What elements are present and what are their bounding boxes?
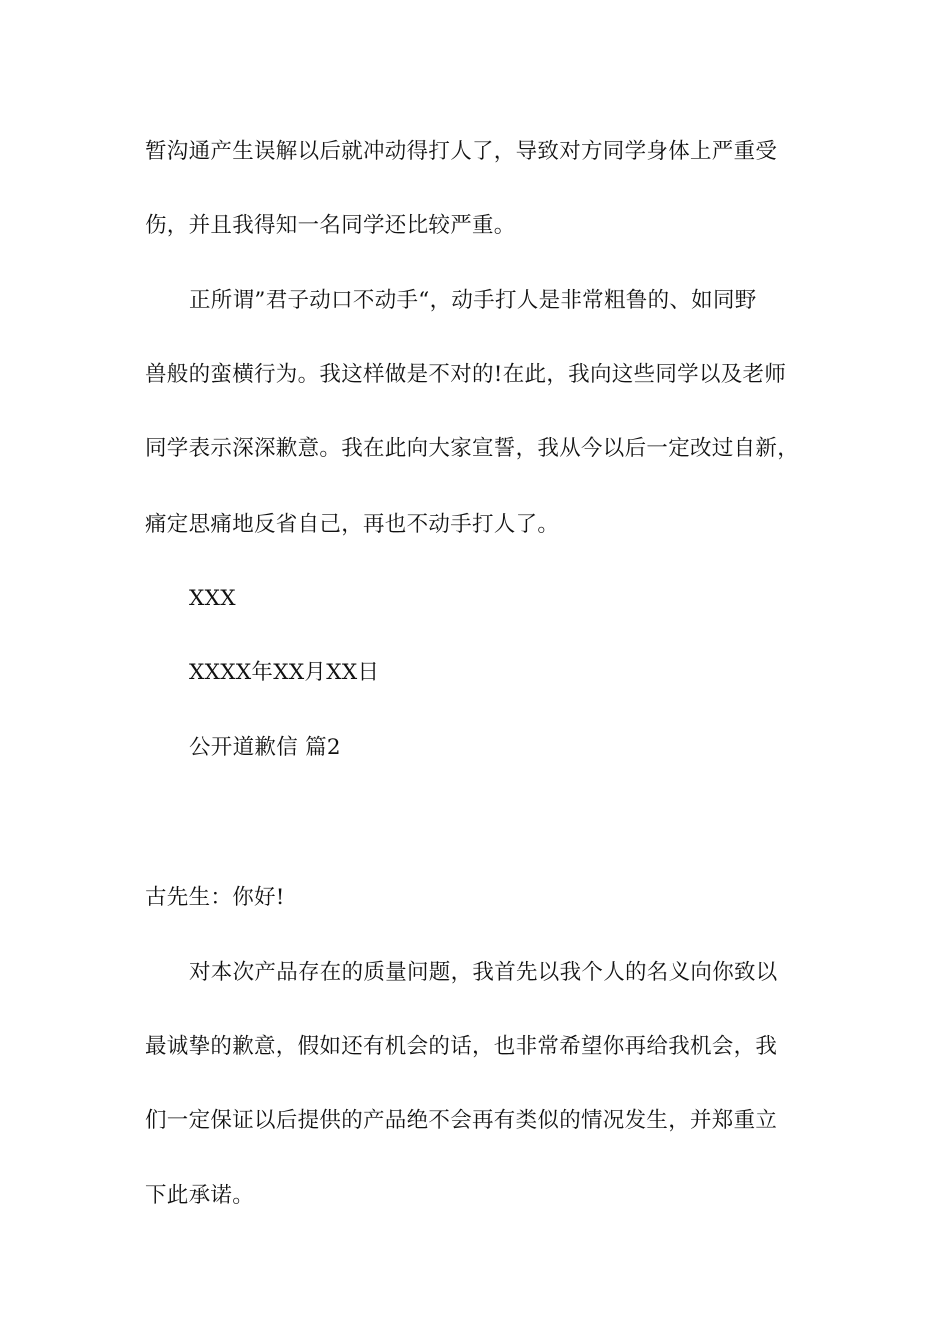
paragraph-line: 正所谓”君子动口不动手“，动手打人是非常粗鲁的、如同野 (189, 288, 757, 313)
paragraph-line: 们一定保证以后提供的产品绝不会再有类似的情况发生，并郑重立 (145, 1108, 778, 1133)
paragraph-line: 暂沟通产生误解以后就冲动得打人了，导致对方同学身体上严重受 (145, 139, 778, 164)
paragraph-line: 同学表示深深歉意。我在此向大家宣誓，我从今以后一定改过自新， (145, 436, 800, 461)
salutation: 古先生：你好! (145, 885, 285, 910)
paragraph-line: 下此承诺。 (145, 1183, 255, 1208)
section-heading: 公开道歉信 篇2 (189, 735, 341, 760)
signature-date: XXXX年XX月XX日 (189, 660, 380, 685)
paragraph-line: 伤，并且我得知一名同学还比较严重。 (145, 213, 516, 238)
paragraph-line: 兽般的蛮横行为。我这样做是不对的!在此，我向这些同学以及老师 (145, 362, 787, 387)
signature-name: XXX (189, 586, 236, 611)
paragraph-line: 对本次产品存在的质量问题，我首先以我个人的名义向你致以 (189, 960, 778, 985)
paragraph-line: 最诚挚的歉意，假如还有机会的话，也非常希望你再给我机会，我 (145, 1034, 778, 1059)
paragraph-line: 痛定思痛地反省自己，再也不动手打人了。 (145, 512, 560, 537)
